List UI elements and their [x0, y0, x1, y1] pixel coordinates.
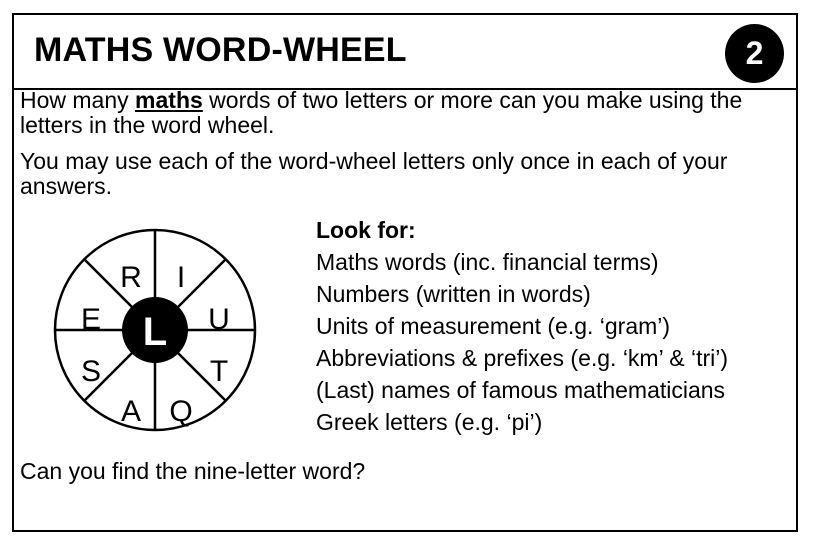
- word-wheel: [53, 228, 257, 432]
- intro-rule: You may use each of the word-wheel letters only once in each of your answers.: [20, 148, 728, 199]
- wheel-letter-8: E: [80, 303, 102, 336]
- look-for-item: Greek letters (e.g. ‘pi’): [316, 409, 543, 435]
- look-for-item: Abbreviations & prefixes (e.g. ‘km’ & ‘tri’): [316, 345, 729, 371]
- intro-emphasis: maths: [135, 87, 203, 113]
- wheel-letter-6: A: [120, 395, 142, 428]
- intro-text-after: words of two letters or more can you make using the letters in the word wheel.: [20, 87, 743, 138]
- wheel-center-letter: L: [142, 310, 168, 354]
- wheel-letter-5: Q: [169, 395, 193, 428]
- look-for-heading: Look for:: [316, 217, 416, 243]
- intro-text-before: How many: [20, 87, 136, 113]
- wheel-letter-1: R: [120, 261, 142, 294]
- puzzle-title: MATHS WORD-WHEEL: [34, 31, 407, 69]
- nine-letter-question: Can you find the nine-letter word?: [20, 458, 366, 484]
- wheel-letter-2: I: [176, 261, 186, 294]
- look-for-list: [316, 214, 728, 438]
- card-header: [14, 15, 796, 90]
- word-wheel-graphic: [53, 228, 257, 432]
- look-for-item: Maths words (inc. financial terms): [316, 249, 659, 275]
- look-for-item: (Last) names of famous mathematicians: [316, 377, 726, 403]
- wheel-letter-3: U: [208, 303, 230, 336]
- look-for-item: Numbers (written in words): [316, 281, 591, 307]
- wheel-letter-4: T: [209, 355, 229, 388]
- wheel-letter-7: S: [80, 355, 102, 388]
- puzzle-number-badge: 2: [725, 24, 784, 83]
- intro-question: [20, 88, 760, 138]
- look-for-item: Units of measurement (e.g. ‘gram’): [316, 313, 671, 339]
